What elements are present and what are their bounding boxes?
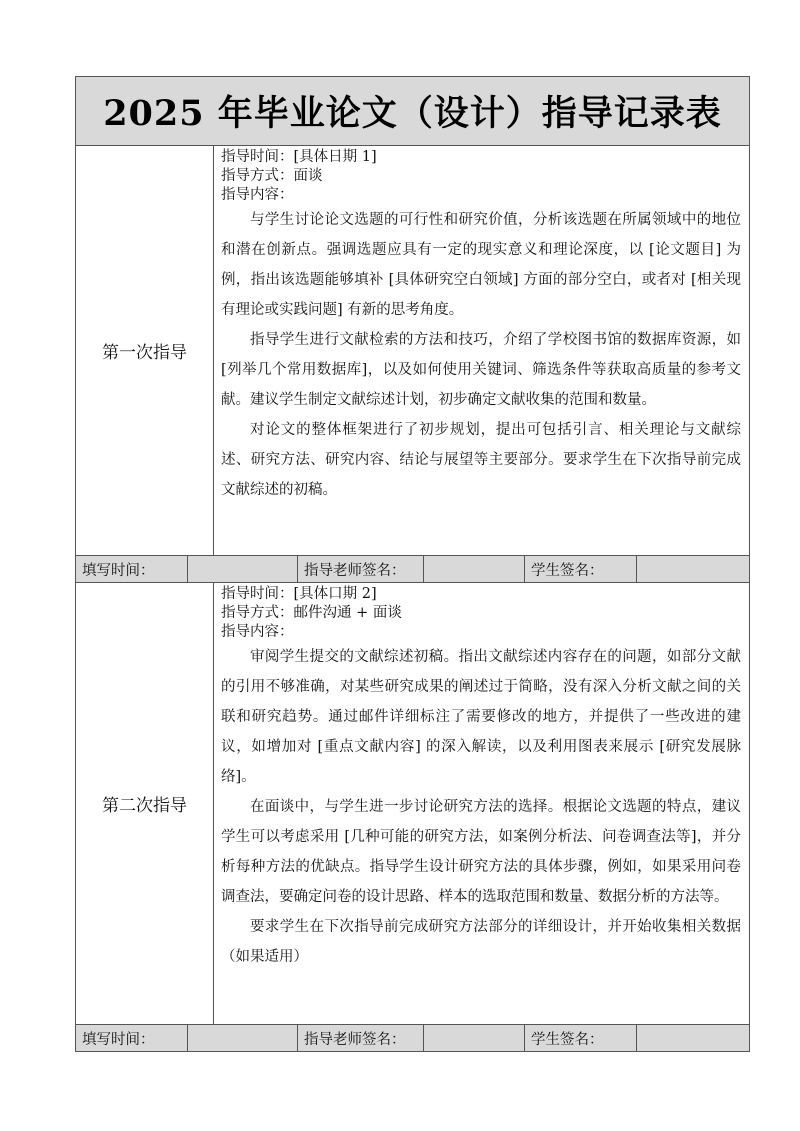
guidance-time: 指导时间：[具体口期 2] (221, 586, 377, 602)
teacher-signature-field[interactable] (424, 556, 525, 583)
section-label: 第二次指导 (76, 583, 214, 1025)
fill-time-label: 填写时间： (76, 556, 188, 583)
fill-time-field[interactable] (188, 556, 298, 583)
section-content[interactable] (214, 146, 750, 556)
guidance-section-2 (76, 583, 750, 1025)
student-signature-field[interactable] (637, 556, 750, 583)
section-content[interactable] (214, 583, 750, 1025)
content-paragraph: 审阅学生提交的文献综述初稿。指出文献综述内容存在的问题，如部分文献的引用不够准确，对某些研究成果的阐述过于简略，没有深入分析文献之间的关联和研究趋势。通过邮件详细标注了需要修改的地方，并提供了一些改进的建议，如增加对 [重点文献内容] 的深入解读，以及利用图表来展示 [研究发展脉络]。 (221, 649, 741, 785)
signature-row (76, 556, 750, 583)
student-signature-field[interactable] (637, 1025, 750, 1052)
guidance-method: 指导方式：面谈 (221, 168, 323, 184)
content-paragraph: 对论文的整体框架进行了初步规划，提出可包括引言、相关理论与文献综述、研究方法、研究内容、结论与展望等主要部分。要求学生在下次指导前完成文献综述的初稿。 (221, 422, 741, 498)
content-paragraph: 指导学生进行文献检索的方法和技巧，介绍了学校图书馆的数据库资源，如 [列举几个常用数据库]，以及如何使用关键词、筛选条件等获取高质量的参考文献。建议学生制定文献综述计划，初步确定文献收集的范围和数量。 (221, 332, 741, 408)
signature-row (76, 1025, 750, 1052)
guidance-method: 指导方式：邮件沟通 + 面谈 (221, 605, 402, 621)
guidance-content-heading: 指导内容： (221, 624, 294, 640)
guidance-record-table (75, 76, 750, 1052)
document-title: 2025 年毕业论文（设计）指导记录表 (76, 77, 750, 146)
guidance-time: 指导时间：[具体日期 1] (221, 149, 377, 165)
teacher-signature-label: 指导老师签名： (298, 556, 424, 583)
guidance-section-1 (76, 146, 750, 556)
teacher-signature-label: 指导老师签名： (298, 1025, 424, 1052)
content-paragraph: 与学生讨论论文选题的可行性和研究价值，分析该选题在所属领域中的地位和潜在创新点。强调选题应具有一定的现实意义和理论深度，以 [论文题目] 为例，指出该选题能够填补 [具体研究空白领域] 方面的部分空白，或者对 [相关现有理论或实践问题] 有新的思考角度。 (221, 212, 741, 318)
content-paragraph: 在面谈中，与学生进一步讨论研究方法的选择。根据论文选题的特点，建议学生可以考虑采用 [几种可能的研究方法，如案例分析法、问卷调查法等]，并分析每种方法的优缺点。指导学生设计研究方法的具体步骤，例如，如果采用问卷调查法，要确定问卷的设计思路、样本的选取范围和数量、数据分析的方法等。 (221, 799, 741, 905)
section-label: 第一次指导 (76, 146, 214, 556)
fill-time-field[interactable] (188, 1025, 298, 1052)
teacher-signature-field[interactable] (424, 1025, 525, 1052)
student-signature-label: 学生签名： (525, 556, 637, 583)
guidance-content-heading: 指导内容： (221, 187, 294, 203)
student-signature-label: 学生签名： (525, 1025, 637, 1052)
fill-time-label: 填写时间： (76, 1025, 188, 1052)
content-paragraph: 要求学生在下次指导前完成研究方法部分的详细设计，并开始收集相关数据（如果适用） (221, 919, 741, 965)
title-row (76, 77, 750, 146)
